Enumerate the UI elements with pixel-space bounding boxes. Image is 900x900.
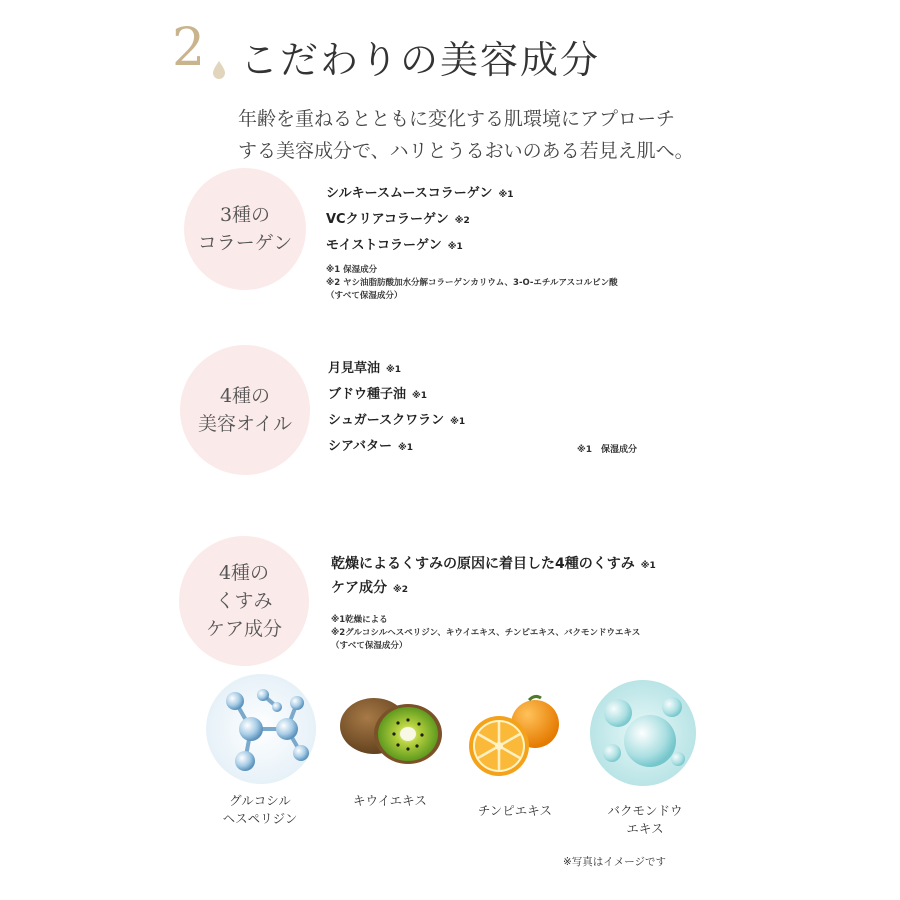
list-item: モイストコラーゲン ※1	[326, 238, 463, 253]
oil-side-note: ※1 保湿成分	[577, 445, 638, 455]
circle-label-line-1: 3種の	[219, 204, 271, 226]
photo-caption: キウイエキス	[353, 793, 427, 808]
kiwi-image	[338, 690, 444, 766]
section-number: 2	[172, 18, 206, 78]
collagen-circle	[184, 168, 306, 290]
molecule-image	[205, 673, 317, 785]
circle-label-line-2: くすみ	[215, 590, 273, 612]
list-item: VCクリアコラーゲン ※2	[326, 212, 470, 227]
circle-label-line-1: 4種の	[218, 562, 270, 584]
dullness-care-circle	[179, 536, 309, 666]
footnote: （すべて保湿成分）	[331, 641, 408, 651]
collagen-list	[326, 181, 513, 259]
circle-label-line-3: ケア成分	[205, 618, 282, 640]
footnote: ※1乾燥による	[331, 615, 388, 625]
citrus-image	[465, 690, 561, 780]
circle-label-line-2: コラーゲン	[197, 232, 293, 254]
list-item: ブドウ種子油 ※1	[328, 387, 428, 402]
list-item: シルキースムースコラーゲン ※1	[326, 186, 514, 201]
oil-circle	[180, 345, 310, 475]
collagen-notes	[326, 264, 618, 303]
photo-disclaimer: ※写真はイメージです	[563, 856, 666, 868]
dullness-care-notes	[331, 614, 640, 653]
photo-caption: グルコシル ヘスペリジン	[222, 793, 298, 826]
intro-line-2: する美容成分で、ハリとうるおいのある若見え肌へ。	[238, 140, 694, 162]
footnote: ※2 ヤシ油脂肪酸加水分解コラーゲンカリウム、3-O-エチルアスコルビン酸	[326, 278, 618, 288]
list-item: 月見草油 ※1	[328, 361, 402, 376]
oil-list	[328, 356, 465, 460]
footnote: ※1 保湿成分	[326, 265, 378, 275]
photo-caption: チンピエキス	[477, 803, 553, 818]
bubble-image	[588, 679, 698, 787]
photo-caption: バクモンドウ エキス	[607, 803, 683, 836]
footnote: （すべて保湿成分）	[326, 291, 403, 301]
list-item: シュガースクワラン ※1	[328, 413, 466, 428]
dullness-care-heading: 乾燥によるくすみの原因に着目した4種のくすみ ※1 ケア成分 ※2	[331, 556, 656, 596]
page-title: こだわりの美容成分	[240, 38, 601, 82]
footnote: ※2グルコシルヘスペリジン、キウイエキス、チンピエキス、バクモンドウエキス	[331, 628, 641, 638]
droplet-icon	[208, 58, 230, 80]
intro-line-1: 年齢を重ねるとともに変化する肌環境にアプローチ	[238, 108, 676, 130]
list-item: シアバター ※1	[328, 439, 413, 454]
intro-text	[238, 103, 694, 167]
circle-label-line-2: 美容オイル	[197, 413, 293, 435]
circle-label-line-1: 4種の	[219, 385, 271, 407]
